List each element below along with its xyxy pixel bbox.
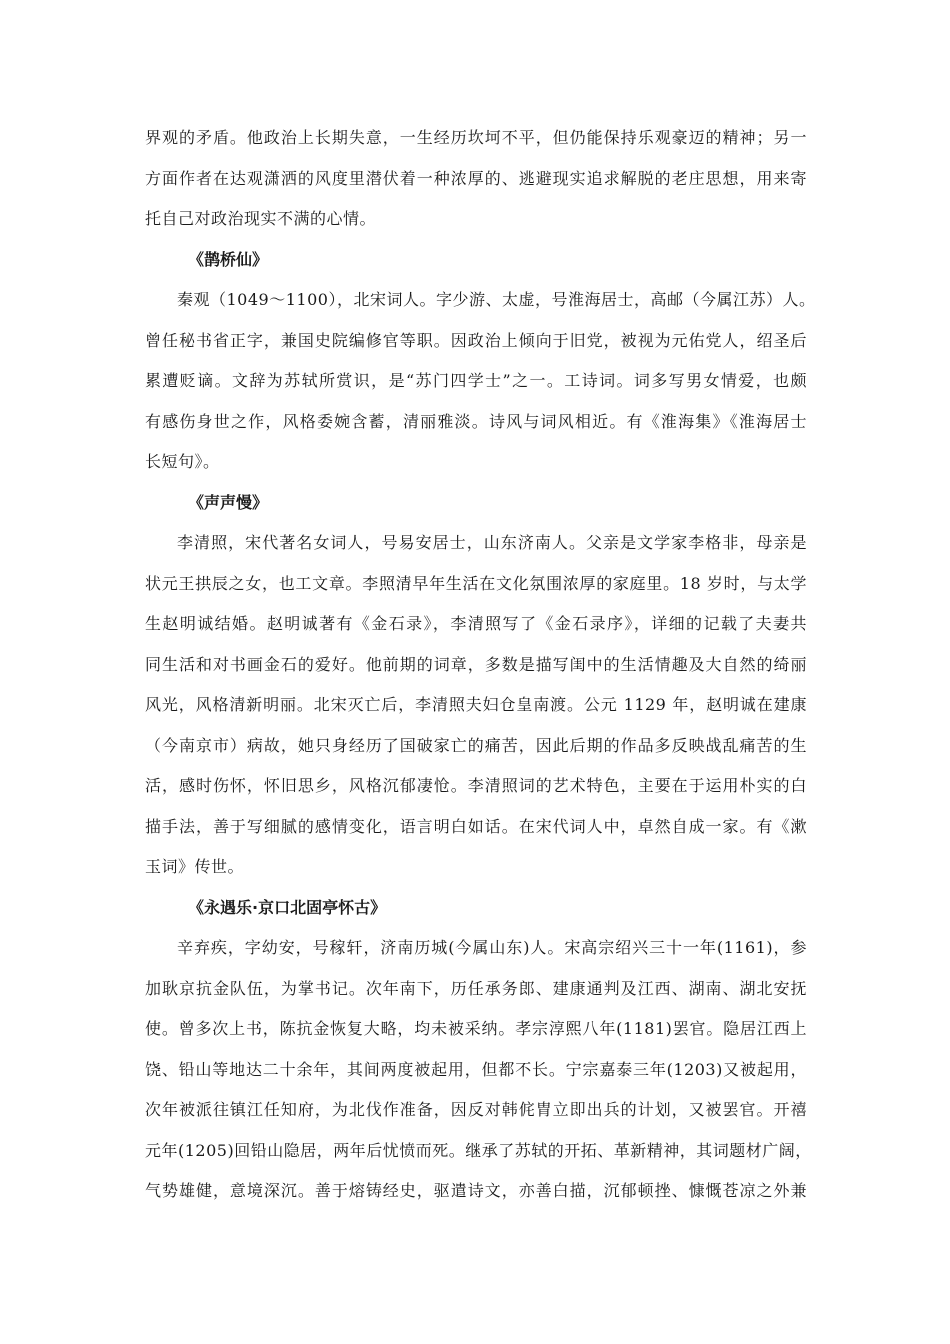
text-line: 次年被派往镇江任知府，为北伐作准备，因反对韩侂胄立即出兵的计划，又被罢官。开禧 (145, 1100, 807, 1119)
paragraph-xin-qiji (145, 928, 812, 1212)
text-line: 元年(1205)回铅山隐居，两年后忧愤而死。继承了苏轼的开拓、革新精神，其词题材广阔， (145, 1140, 812, 1160)
text-line: 加耿京抗金队伍，为掌书记。次年南下，历任承务郎、建康通判及江西、湖南、湖北安抚 (145, 978, 807, 998)
document-page (145, 118, 816, 1212)
paragraph-continuation (145, 118, 807, 240)
text-line: 描手法，善于写细腻的感情变化，语言明白如话。在宋代词人中，卓然自成一家。有《漱 (145, 816, 807, 836)
text-line: 长短句》。 (145, 452, 220, 471)
text-line: 有感伤身世之作，风格委婉含蓄，清丽雅淡。诗风与词风相近。有《淮海集》《淮海居士 (145, 411, 807, 431)
paragraph-li-qingzhao (145, 523, 807, 888)
text-line: 秦观（1049～1100），北宋词人。字少游、太虚，号淮海居士，高邮（今属江苏）人。 (177, 290, 816, 309)
text-line: 生赵明诚结婚。赵明诚著有《金石录》，李清照写了《金石录序》，详细的记载了夫妻共 (145, 614, 807, 633)
text-line: 饶、铅山等地达二十余年，其间两度被起用，但都不长。宁宗嘉泰三年(1203)又被起用， (145, 1059, 807, 1079)
text-line: 气势雄健，意境深沉。善于熔铸经史，驱遣诗文，亦善白描，沉郁顿挫、慷慨苍凉之外兼 (145, 1181, 807, 1200)
section-heading: 《声声慢》 (188, 492, 269, 512)
section-heading: 《鹊桥仙》 (188, 249, 269, 269)
text-line: 使。曾多次上书，陈抗金恢复大略，均未被采纳。孝宗淳熙八年(1181)罢官。隐居江西上 (145, 1019, 807, 1038)
text-line: 累遭贬谪。文辞为苏轼所赏识，是“苏门四学士”之一。工诗词。词多写男女情爱，也颇 (145, 371, 807, 390)
text-line: 辛弃疾，字幼安，号稼轩，济南历城(今属山东)人。宋高宗绍兴三十一年(1161)，参 (177, 938, 807, 957)
text-line: 状元王拱辰之女，也工文章。李照清早年生活在文化氛围浓厚的家庭里。18 岁时，与太学 (145, 573, 807, 593)
text-line: 玉词》传世。 (145, 857, 245, 876)
text-line: 方面作者在达观潇洒的风度里潜伏着一种浓厚的、逃避现实追求解脱的老庄思想，用来寄 (145, 168, 807, 188)
paragraph-qin-guan (145, 280, 816, 483)
text-line: 同生活和对书画金石的爱好。他前期的词章，多数是描写闺中的生活情趣及大自然的绮丽 (145, 654, 807, 674)
text-line: 风光，风格清新明丽。北宋灭亡后，李清照夫妇仓皇南渡。公元 1129 年，赵明诚在建康 (145, 695, 807, 714)
text-line: 托自己对政治现实不满的心情。 (145, 209, 377, 228)
text-line: 界观的矛盾。他政治上长期失意，一生经历坎坷不平，但仍能保持乐观豪迈的精神；另一 (145, 128, 807, 147)
text-line: 李清照，宋代著名女词人，号易安居士，山东济南人。父亲是文学家李格非，母亲是 (177, 533, 807, 552)
section-heading: 《永遇乐·京口北固亭怀古》 (188, 897, 387, 917)
text-line: 活，感时伤怀，怀旧思乡，风格沉郁凄怆。李清照词的艺术特色，主要在于运用朴实的白 (145, 776, 807, 795)
text-line: （今南京市）病故，她只身经历了国破家亡的痛苦，因此后期的作品多反映战乱痛苦的生 (145, 735, 807, 755)
text-line: 曾任秘书省正字，兼国史院编修官等职。因政治上倾向于旧党，被视为元佑党人，绍圣后 (145, 330, 807, 350)
